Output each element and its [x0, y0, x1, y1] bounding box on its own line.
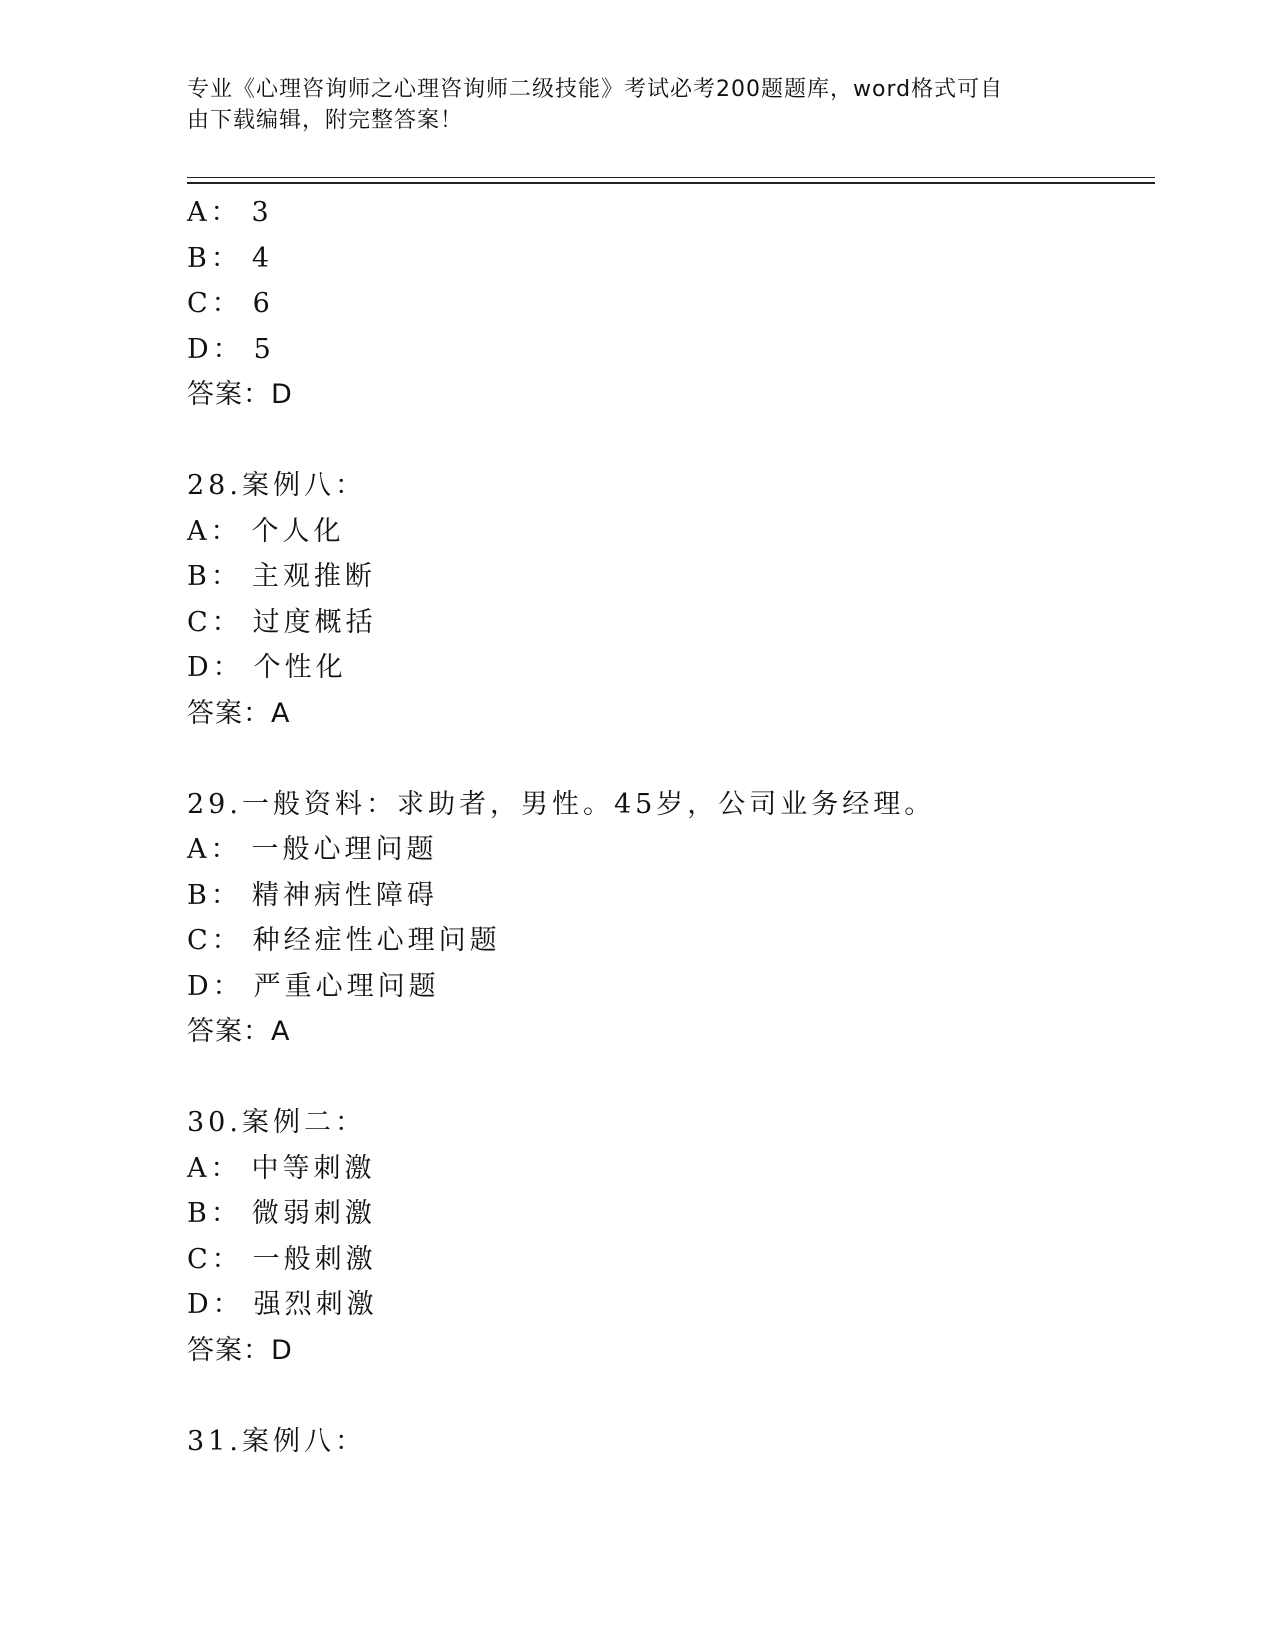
option-a: A： 个人化 — [187, 515, 345, 547]
option-d: D： 严重心理问题 — [187, 970, 440, 1002]
option-b: B： 4 — [187, 242, 274, 274]
question-text: 31.案例八： — [187, 1425, 366, 1457]
question-29 — [187, 782, 1147, 1055]
spacer — [187, 418, 1147, 464]
header-line-1: 专业《心理咨询师之心理咨询师二级技能》考试必考200题题库，word格式可自 — [187, 77, 1004, 102]
option-b: B： 精神病性障碍 — [187, 879, 438, 911]
answer-line: 答案：A — [187, 697, 291, 729]
option-b: B： 微弱刺激 — [187, 1198, 376, 1229]
option-c: C： 种经症性心理问题 — [187, 925, 501, 956]
question-27 — [187, 190, 1147, 418]
option-b: B： 主观推断 — [187, 561, 376, 592]
option-c: C： 一般刺激 — [187, 1243, 377, 1275]
option-a: A： 一般心理问题 — [187, 834, 438, 865]
question-30 — [187, 1100, 1147, 1373]
option-a: A： 3 — [187, 197, 273, 228]
spacer — [187, 1055, 1147, 1101]
option-c: C： 6 — [187, 288, 274, 319]
question-31 — [187, 1419, 1147, 1465]
header-line-2: 由下载编辑，附完整答案！ — [187, 108, 464, 133]
option-c: C： 过度概括 — [187, 606, 377, 638]
question-text: 29.一般资料：求助者，男性。45岁，公司业务经理。 — [187, 788, 936, 820]
spacer — [187, 736, 1147, 782]
spacer — [187, 1373, 1147, 1419]
question-text: 28.案例八： — [187, 470, 366, 501]
option-d: D： 个性化 — [187, 652, 347, 683]
header-rule-thick — [187, 182, 1155, 184]
answer-line: 答案：A — [187, 1016, 291, 1047]
header-rule-thin — [187, 177, 1155, 178]
question-list — [187, 190, 1147, 1464]
answer-line: 答案：D — [187, 379, 293, 410]
answer-line: 答案：D — [187, 1334, 293, 1366]
document-header — [187, 74, 1077, 136]
option-d: D： 5 — [187, 333, 275, 365]
question-text: 30.案例二： — [187, 1107, 366, 1138]
option-d: D： 强烈刺激 — [187, 1289, 378, 1320]
question-28 — [187, 463, 1147, 736]
option-a: A： 中等刺激 — [187, 1152, 376, 1184]
